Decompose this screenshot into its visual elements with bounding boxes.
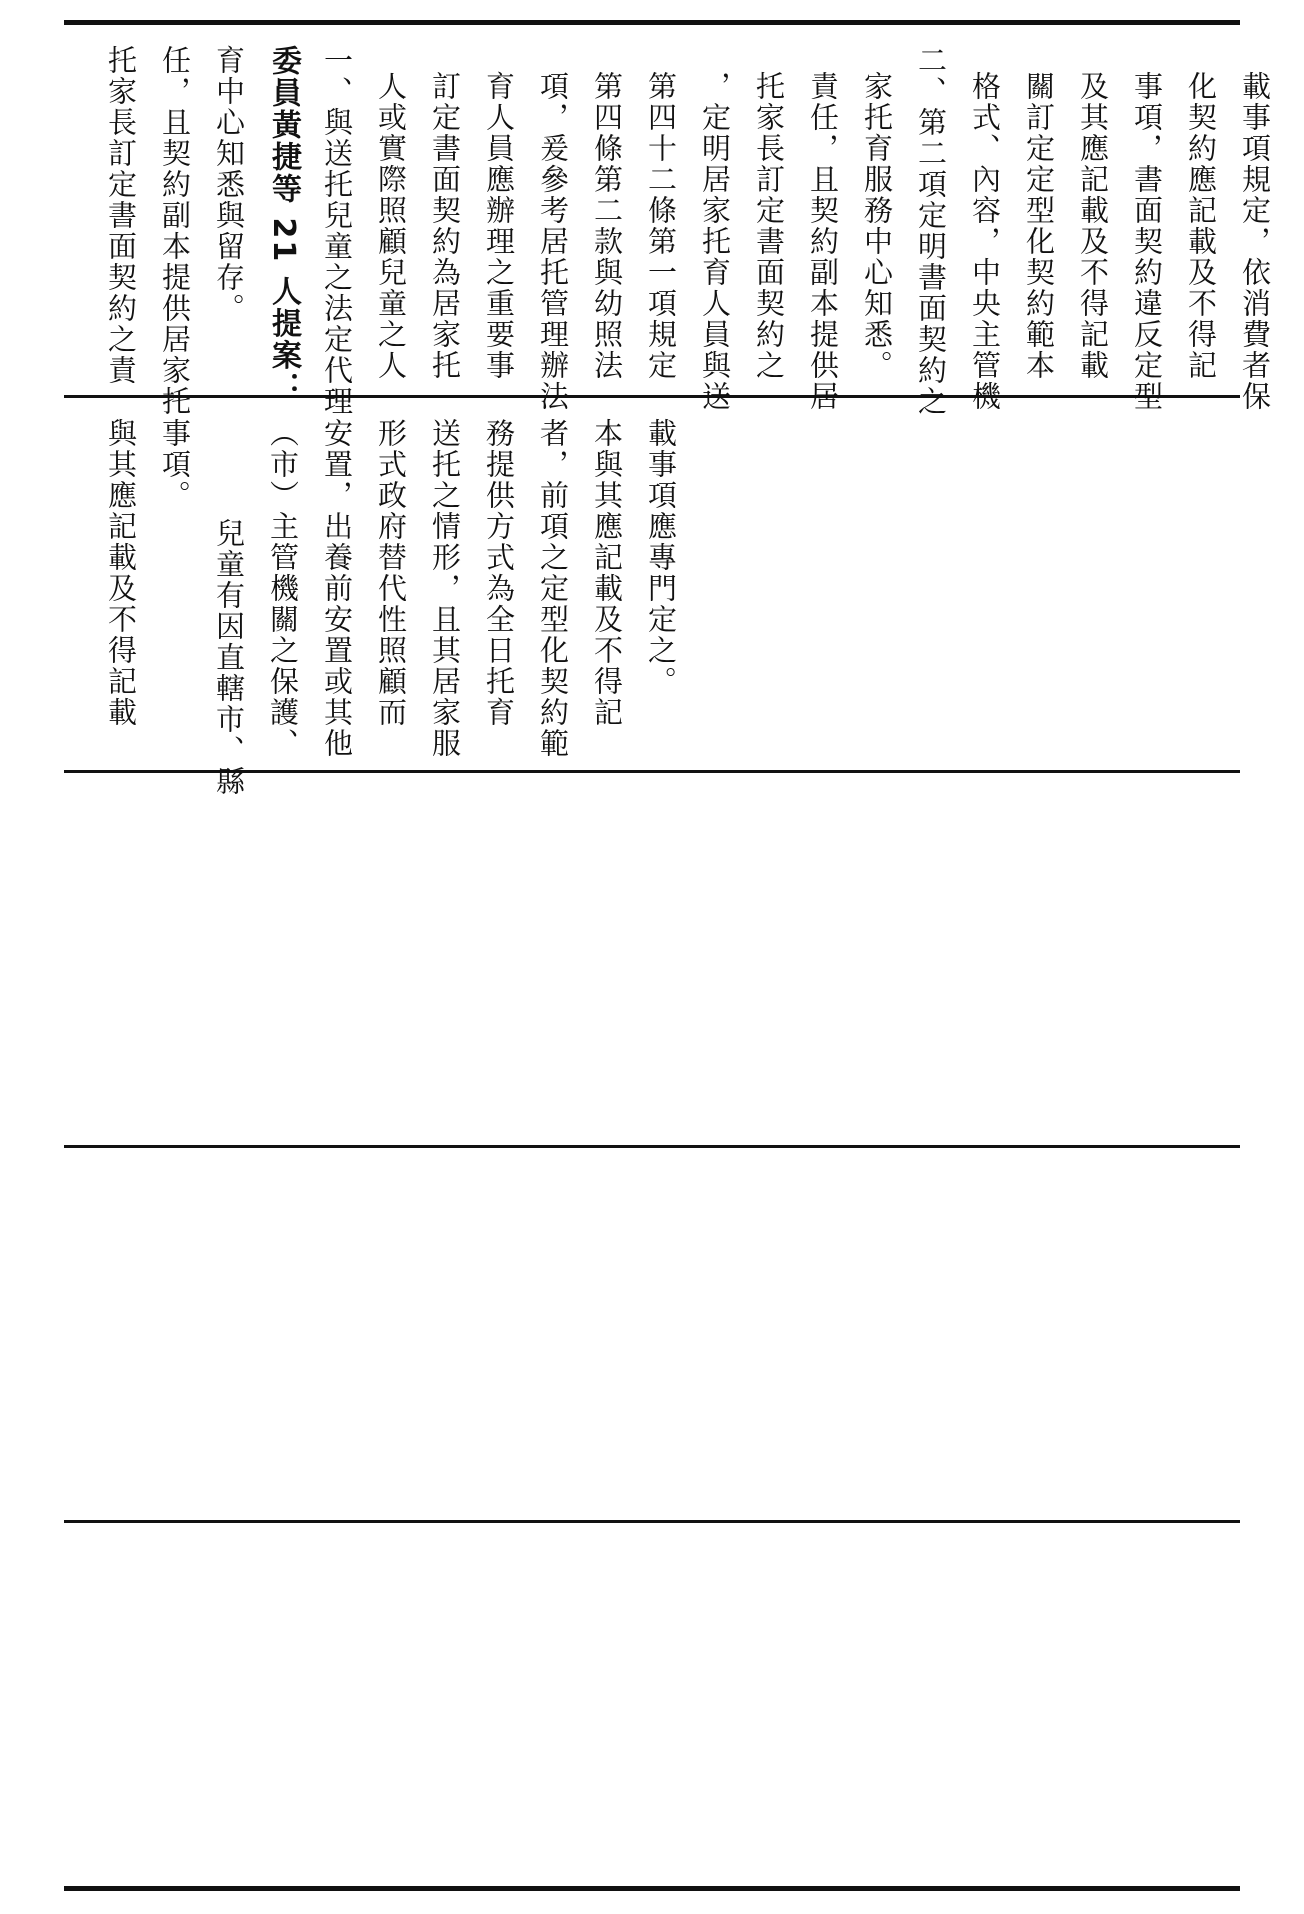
text-column: 者，前項之定型化契約範	[536, 418, 570, 759]
table-bottom-rule	[64, 1886, 1240, 1891]
article-text-cell	[64, 400, 1240, 797]
text-column: 二、第二項定明書面契約之	[914, 45, 948, 417]
text-column: 育人員應辦理之重要事	[482, 71, 516, 381]
text-column: 載事項應專門定之。	[644, 418, 678, 697]
empty-cell	[64, 1525, 1240, 1883]
table-divider-rule-4	[64, 1520, 1240, 1523]
text-column: 托家長訂定書面契約之責	[104, 45, 138, 386]
text-column: 育中心知悉與留存。	[212, 45, 246, 324]
text-column: 關訂定定型化契約範本	[1022, 71, 1056, 381]
text-column: 化契約應記載及不得記	[1184, 71, 1218, 381]
text-column: 一、與送托兒童之法定代理	[320, 45, 354, 417]
text-column: 務提供方式為全日托育	[482, 418, 516, 728]
proposal-heading: 委員黃捷等 21 人提案：	[266, 45, 301, 404]
text-column: 載事項規定，依消費者保	[1238, 71, 1272, 412]
text-column: 責任，且契約副本提供居	[806, 71, 840, 412]
table-divider-rule-1	[64, 395, 1240, 398]
table-divider-rule-3	[64, 1145, 1240, 1148]
text-column: 本與其應記載及不得記	[590, 418, 624, 728]
text-column: 人或實際照顧兒童之人	[374, 71, 408, 381]
text-column: 及其應記載及不得記載	[1076, 71, 1110, 381]
text-column: 事項，書面契約違反定型	[1130, 71, 1164, 412]
text-column: 訂定書面契約為居家托	[428, 71, 462, 381]
text-column: （市）主管機關之保護、	[266, 418, 300, 759]
text-column: 形式政府替代性照顧而	[374, 418, 408, 728]
text-column: 兒童有因直轄市、縣	[212, 518, 246, 797]
text-column: 事項。	[158, 418, 192, 511]
empty-cell	[64, 1150, 1240, 1518]
text-column: 與其應記載及不得記載	[104, 418, 138, 728]
text-column: 任，且契約副本提供居家托	[158, 45, 192, 417]
table-top-rule	[64, 20, 1240, 25]
text-column: 第四條第二款與幼照法	[590, 71, 624, 381]
text-column: 第四十二條第一項規定	[644, 71, 678, 381]
text-column: 送托之情形，且其居家服	[428, 418, 462, 759]
empty-cell	[64, 775, 1240, 1143]
text-column: 托家長訂定書面契約之	[752, 71, 786, 381]
text-column: ，定明居家托育人員與送	[698, 71, 732, 412]
text-column: 安置，出養前安置或其他	[320, 418, 354, 759]
text-column: 項，爰參考居托管理辦法	[536, 71, 570, 412]
explanation-cell	[64, 27, 1272, 417]
text-column: 格式、內容，中央主管機	[968, 71, 1002, 412]
text-column: 家托育服務中心知悉。	[860, 71, 894, 381]
